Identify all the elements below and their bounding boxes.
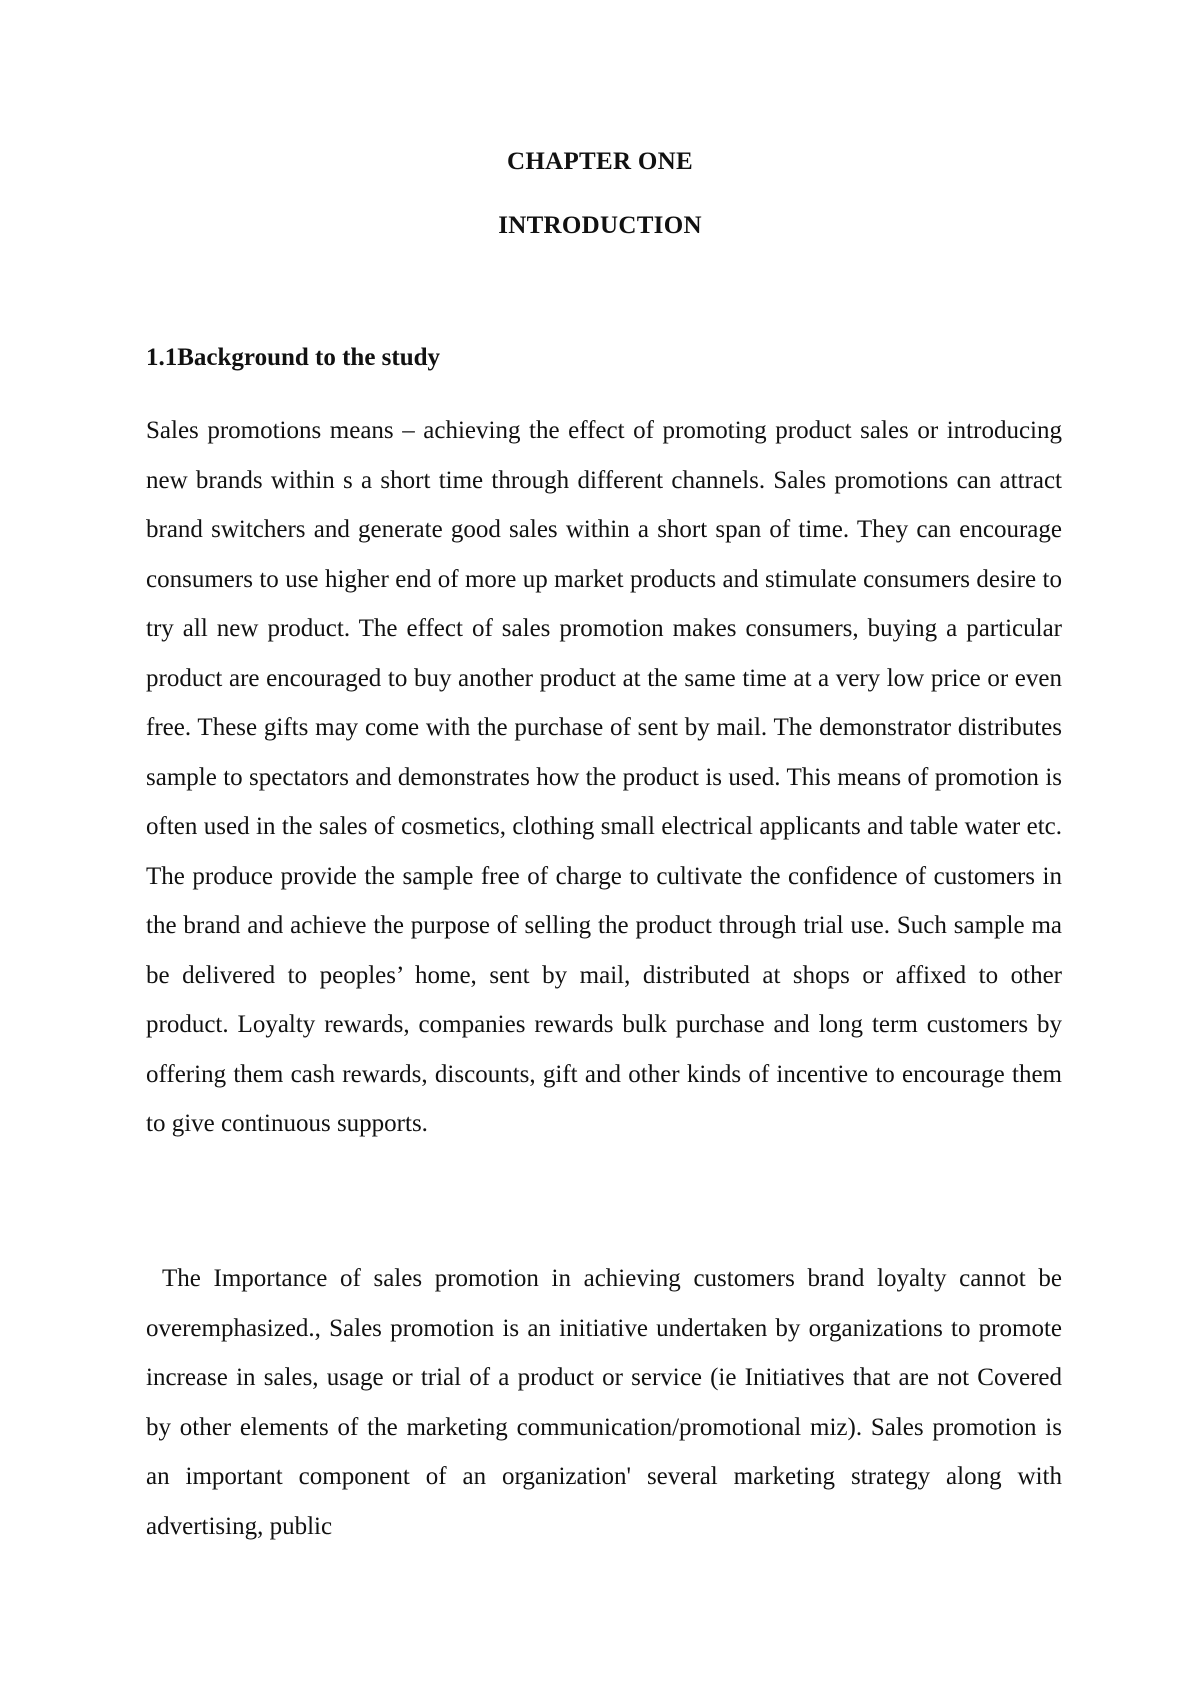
body-paragraph: The Importance of sales promotion in achieving customers brand loyalty cannot be overemphasized., Sales promotion is an initiative undertaken by organizations to promote increase in sales, usage or trial of a product or service (ie Initiatives that are not Covered by other elements of the marketing communication/promotional miz). Sales promotion is an important component of an organization' several marketing strategy along with advertising, public (146, 1265, 1062, 1540)
chapter-title: CHAPTER ONE (507, 148, 693, 175)
subsection-heading: 1.1Background to the study (146, 344, 441, 371)
body-paragraph: Sales promotions means – achieving the effect of promoting product sales or introducing new brands within s a short time through different channels. Sales promotions can attract brand switchers and generate good sales within a short span of time. They can encourage consumers to use higher end of more up market products and stimulate consumers desire to try all new product. The effect of sales promotion makes consumers, buying a particular product are encouraged to buy another product at the same time at a very low price or even free. These gifts may come with the purchase of sent by mail. The demonstrator distributes sample to spectators and demonstrates how the product is used. This means of promotion is often used in the sales of cosmetics, clothing small electrical applicants and table water etc. The produce provide the sample free of charge to cultivate the confidence of customers in the brand and achieve the purpose of selling the product through trial use. Such sample ma be delivered to peoples’ home, sent by mail, distributed at shops or affixed to other product. Loyalty rewards, companies rewards bulk purchase and long term customers by offering them cash rewards, discounts, gift and other kinds of incentive to encourage them to give continuous supports. (146, 417, 1062, 1137)
section-title: INTRODUCTION (498, 212, 702, 239)
